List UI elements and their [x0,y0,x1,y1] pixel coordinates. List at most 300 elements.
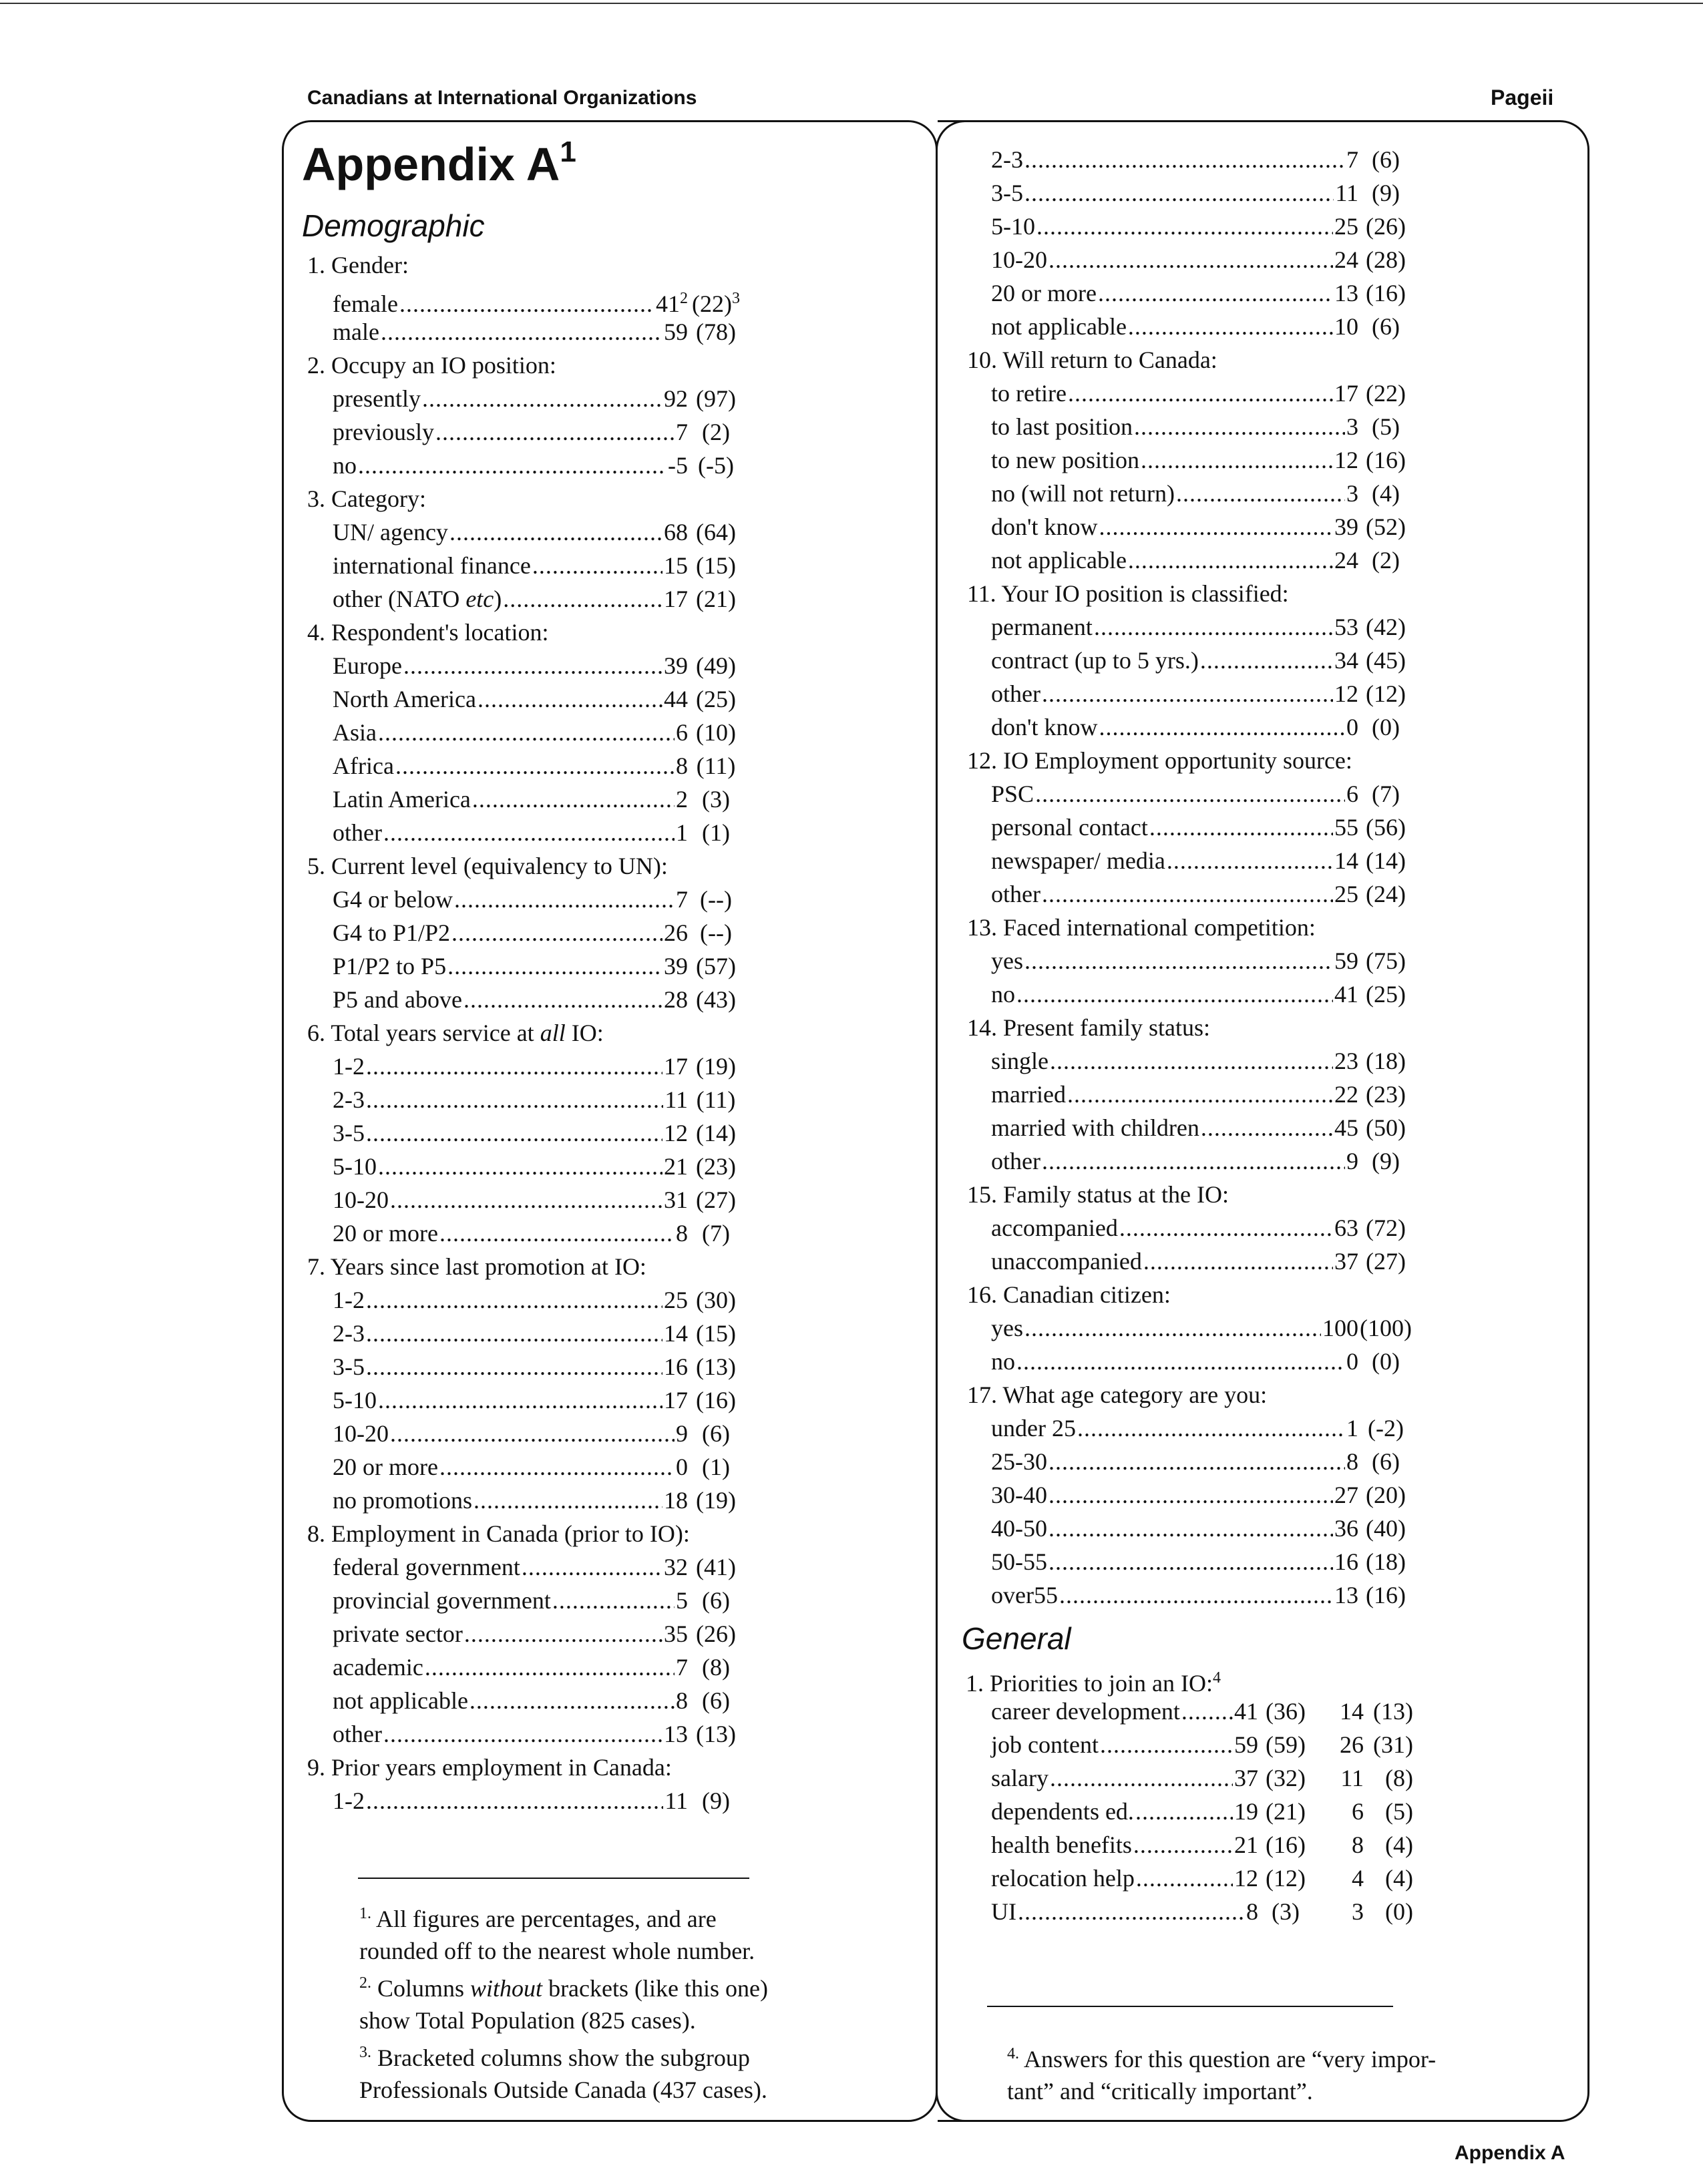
table-row [991,944,1413,977]
value-total: 63 [1334,1215,1358,1241]
value-total: 12 [1334,680,1358,707]
value-total: 59 [664,318,688,345]
footnote-text: show Total Population (825 cases). [359,2007,696,2034]
value-subgroup: (3) [702,786,730,813]
table-row [333,315,744,349]
table-row [991,143,1413,176]
leader-dots [383,1717,663,1751]
row-label: not applicable [991,547,1127,574]
value-subgroup: (12) [1266,1865,1306,1892]
value-total: 5 [676,1587,688,1614]
question-heading: 1. Gender: [307,252,409,278]
table-row [991,811,1413,844]
value-subgroup: (6) [1372,146,1400,173]
row-label: 3-5 [991,180,1023,206]
table-row [991,1795,1413,1828]
value-subgroup: (9) [702,1787,730,1814]
value-subgroup: (50) [1366,1114,1406,1141]
value-total: 6 [676,719,688,746]
value-subgroup: (23) [696,1153,736,1180]
row-label: Asia [333,719,377,746]
value-total: 7 [676,419,688,445]
question-heading: 17. What age category are you: [967,1381,1268,1408]
table-row [333,1350,744,1383]
table-row [991,1695,1413,1728]
question-heading: 9. Prior years employment in Canada: [307,1754,672,1781]
leader-dots [422,382,663,415]
table-row [991,1345,1413,1378]
leader-dots [1099,710,1346,744]
table-row [333,1083,744,1116]
value-subgroup: (45) [1366,647,1406,674]
table-row [333,282,744,315]
value-total: 14 [664,1320,688,1347]
row-label: single [991,1048,1049,1074]
table-row [991,310,1413,343]
leader-dots [447,949,663,983]
table-row [333,682,744,716]
value-total: 11 [665,1787,688,1814]
row-label: personal contact [991,814,1148,841]
value-total: 0 [1346,714,1358,740]
question-heading: 8. Employment in Canada (prior to IO): [307,1520,690,1547]
table-row [991,1111,1413,1144]
table-row [991,1728,1413,1761]
leader-dots [439,1217,675,1250]
value-subgroup: (18) [1366,1048,1406,1074]
value-subgroup: (6) [702,1687,730,1714]
value-subgroup: (16) [1366,1582,1406,1608]
value-subgroup: (11) [696,752,736,779]
table-row [991,1411,1413,1445]
value-total-critical: 8 [1352,1831,1364,1858]
table-row [991,1144,1413,1178]
value-total: 0 [676,1454,688,1480]
table-row [333,1417,744,1450]
value-subgroup: (-5) [698,452,734,479]
value-total-critical: 3 [1352,1898,1364,1925]
value-total: 10 [1334,313,1358,340]
value-subgroup: (27) [696,1186,736,1213]
row-label: don't know [991,513,1098,540]
value-subgroup: (0) [1372,1348,1400,1375]
table-row [333,582,744,616]
table-row [991,977,1413,1011]
value-subgroup-critical: (13) [1373,1698,1413,1725]
value-total: 8 [1346,1448,1358,1475]
leader-dots [1077,1411,1345,1445]
value-total: 0 [1346,1348,1358,1375]
row-label: 40-50 [991,1515,1047,1542]
leader-dots [1094,610,1333,644]
value-total: $41^2$ [656,290,688,317]
leader-dots [1036,210,1333,243]
right-column [962,131,1583,1928]
leader-dots [1049,1445,1345,1478]
row-label: not applicable [991,313,1127,340]
table-row [333,883,744,916]
leader-dots [1024,176,1334,210]
row-label: 2-3 [991,146,1023,173]
value-total: 15 [664,552,688,579]
table-row [991,1578,1413,1612]
row-label: salary [991,1765,1049,1791]
footnote-text: Columns without brackets (like this one) [377,1975,768,2002]
row-label: Europe [333,652,402,679]
table-row [333,649,744,682]
table-row [333,1617,744,1651]
table-row [991,1761,1413,1795]
value-subgroup: (12) [1366,680,1406,707]
row-label: 25-30 [991,1448,1047,1475]
leader-dots [1042,1144,1345,1178]
leader-dots [1098,276,1333,310]
value-subgroup: (36) [1266,1698,1306,1725]
value-subgroup: (19) [696,1487,736,1514]
leader-dots [1149,811,1333,844]
right-questions [962,343,1583,1612]
leader-dots [472,783,675,816]
value-total: 17 [1334,380,1358,407]
row-label: to new position [991,447,1139,473]
row-label: 10-20 [333,1186,389,1213]
table-row [991,710,1413,744]
value-subgroup: (78) [696,318,736,345]
leader-dots [366,1784,663,1817]
row-label: international finance [333,552,531,579]
leader-dots [1133,1828,1233,1862]
row-label: relocation help [991,1865,1135,1892]
value-total: 26 [664,919,688,946]
value-subgroup: (8) [702,1654,730,1681]
value-subgroup: (26) [696,1620,736,1647]
table-row [333,1317,744,1350]
value-total: 13 [664,1721,688,1747]
value-total: 39 [664,652,688,679]
value-total: 31 [664,1186,688,1213]
table-row [991,610,1413,644]
table-row [333,749,744,783]
value-total: 8 [1246,1898,1258,1925]
leader-dots [439,1450,675,1484]
value-subgroup: (5) [1372,413,1400,440]
value-subgroup: (21) [1266,1798,1306,1825]
demographic-questions [302,248,923,1817]
row-label: private sector [333,1620,463,1647]
row-label: job content [991,1731,1099,1758]
footnote-line [359,2004,907,2036]
footer-label: Appendix A [1455,2142,1565,2164]
table-row [333,983,744,1016]
value-total: 8 [676,752,688,779]
leader-dots [366,1350,663,1383]
row-label: newspaper/ media [991,847,1165,874]
value-subgroup: (9) [1372,180,1400,206]
table-row [991,1478,1413,1512]
row-label: health benefits [991,1831,1132,1858]
table-row [333,716,744,749]
footnote-rule-left [358,1878,749,1879]
value-total-critical: 11 [1340,1765,1364,1791]
footnote-text: All figures are percentages, and are [376,1906,717,1932]
row-label: 3-5 [333,1120,365,1146]
value-total: 13 [1334,280,1358,306]
table-row [333,1784,744,1817]
value-subgroup: (13) [696,1353,736,1380]
value-total: 9 [676,1420,688,1447]
value-subgroup: (21) [696,586,736,612]
value-subgroup: (32) [1266,1765,1306,1791]
table-row [991,243,1413,276]
row-label: Africa [333,752,394,779]
footnote-mark: 2. [359,1974,371,1992]
row-label: 3-5 [333,1353,365,1380]
leader-dots [390,1183,663,1217]
value-total: 9 [1346,1148,1358,1174]
value-total: 21 [664,1153,688,1180]
leader-dots [1049,1478,1333,1512]
value-subgroup: (72) [1366,1215,1406,1241]
value-subgroup: (14) [1366,847,1406,874]
question-heading: 5. Current level (equivalency to UN): [307,853,668,879]
value-subgroup: (28) [1366,246,1406,273]
value-subgroup: (56) [1366,814,1406,841]
row-label: academic [333,1654,423,1681]
left-column [302,131,923,1817]
section-heading-demographic: Demographic [302,208,485,243]
leader-dots [378,716,675,749]
row-label: other [333,1721,382,1747]
table-row [333,1283,744,1317]
leader-dots [1136,1862,1233,1895]
leader-dots [1016,1345,1345,1378]
value-total: 55 [1334,814,1358,841]
value-subgroup: (6) [1372,1448,1400,1475]
value-subgroup: (4) [1372,480,1400,507]
leader-dots [378,1150,663,1183]
row-label: 50-55 [991,1548,1047,1575]
row-label: contract (up to 5 yrs.) [991,647,1199,674]
table-row [991,877,1413,911]
value-total: 19 [1234,1798,1258,1825]
value-total: 11 [665,1086,688,1113]
row-label: 2-3 [333,1320,365,1347]
value-subgroup: (19) [696,1053,736,1080]
value-subgroup: (52) [1366,513,1406,540]
value-total: 2 [676,786,688,813]
leader-dots [1134,410,1345,443]
leader-dots [1119,1211,1333,1245]
value-subgroup: (100) [1360,1315,1412,1341]
table-row [991,777,1413,811]
section-heading-general: General [962,1621,1071,1656]
footnote-text: Bracketed columns show the subgroup [377,2044,750,2071]
value-subgroup: (49) [696,652,736,679]
value-total: 37 [1334,1248,1358,1275]
leader-dots [451,916,663,949]
leader-dots [552,1584,675,1617]
value-total: 44 [664,686,688,712]
value-subgroup: (59) [1266,1731,1306,1758]
table-row [991,1895,1413,1928]
value-total: 24 [1334,547,1358,574]
row-label: other [333,819,382,846]
leader-dots [1068,377,1333,410]
value-subgroup: (16) [1266,1831,1306,1858]
table-row [333,549,744,582]
value-total: 12 [664,1120,688,1146]
value-total: 27 [1334,1482,1358,1508]
value-total: 16 [1334,1548,1358,1575]
leader-dots [366,1083,663,1116]
row-label: no [991,981,1015,1008]
table-row [991,410,1413,443]
footnote-line [359,1935,907,1967]
row-label: federal government [333,1554,520,1580]
value-subgroup: (20) [1366,1482,1406,1508]
leader-dots [1135,1795,1233,1828]
value-subgroup: (15) [696,552,736,579]
value-total: 8 [676,1687,688,1714]
leader-dots [1018,1895,1245,1928]
row-label: 20 or more [333,1220,438,1247]
appendix-title: Appendix $A^1$ [302,136,576,190]
value-subgroup: (--) [700,886,732,913]
table-row [991,543,1413,577]
question-heading: 12. IO Employment opportunity source: [967,747,1352,774]
table-row [333,916,744,949]
value-total: 11 [1335,180,1358,206]
row-label: no [991,1348,1015,1375]
leader-dots [1016,977,1333,1011]
leader-dots [463,983,663,1016]
general-rows [962,1695,1583,1928]
leader-dots [474,1484,663,1517]
value-total: -5 [668,452,688,479]
question-heading: 14. Present family status: [967,1014,1210,1041]
table-row [333,415,744,449]
row-label: provincial government [333,1587,551,1614]
top-border-line [0,3,1703,4]
footnote-line [359,1967,907,2004]
value-subgroup: (0) [1372,714,1400,740]
value-subgroup: (2) [702,419,730,445]
leader-dots [1100,1728,1233,1761]
leader-dots [1024,1311,1321,1345]
leader-dots [1042,677,1333,710]
running-header-title: Canadians at International Organizations [307,87,697,109]
table-row [991,176,1413,210]
table-row [333,1217,744,1250]
leader-dots [1059,1578,1333,1612]
value-subgroup: (25) [696,686,736,712]
row-label: G4 or below [333,886,453,913]
row-label: no promotions [333,1487,473,1514]
row-label: no [333,452,357,479]
footnotes-left [359,1898,907,2106]
table-row [333,1484,744,1517]
value-subgroup: (--) [700,919,732,946]
leader-dots [1200,644,1333,677]
value-total: 25 [1334,213,1358,240]
value-total: 39 [664,953,688,979]
table-row [991,477,1413,510]
row-label: to last position [991,413,1133,440]
value-subgroup: (25) [1366,981,1406,1008]
value-total: 39 [1334,513,1358,540]
row-label: UN/ agency [333,519,448,545]
value-subgroup: (1) [702,1454,730,1480]
value-total: 59 [1334,947,1358,974]
value-subgroup: (30) [696,1287,736,1313]
question-heading: 2. Occupy an IO position: [307,352,556,379]
leader-dots [464,1617,663,1651]
row-label: 20 or more [333,1454,438,1480]
row-label: other [991,680,1040,707]
leader-dots [366,1116,663,1150]
leader-dots [1024,143,1345,176]
table-row [991,510,1413,543]
table-row [333,1550,744,1584]
leader-dots [522,1550,663,1584]
row-label: career development [991,1698,1180,1725]
table-row [991,1311,1413,1345]
table-row [991,1545,1413,1578]
value-subgroup: (16) [1366,280,1406,306]
row-label: 1-2 [333,1053,365,1080]
leader-dots [532,549,663,582]
row-label: dependents ed. [991,1798,1134,1825]
row-label: 30-40 [991,1482,1047,1508]
value-total: 25 [1334,881,1358,907]
footnote-line [359,2074,907,2106]
leader-dots [366,1050,663,1083]
row-label: 10-20 [991,246,1047,273]
row-label: 5-10 [333,1387,377,1413]
leader-dots [1141,443,1333,477]
leader-dots [381,315,663,349]
table-row [333,1651,744,1684]
value-subgroup: (41) [696,1554,736,1580]
leader-dots [503,582,663,616]
value-total: 14 [1334,847,1358,874]
row-label: unaccompanied [991,1248,1142,1275]
leader-dots [390,1417,675,1450]
table-row [991,210,1413,243]
row-label: P5 and above [333,986,462,1013]
footnote-rule-right [987,2006,1393,2007]
leader-dots [1181,1695,1233,1728]
leader-dots [1049,243,1333,276]
leader-dots [366,1317,663,1350]
value-subgroup: (-2) [1368,1415,1404,1442]
table-row [991,276,1413,310]
row-label: female [333,290,398,317]
value-total: 1 [1346,1415,1358,1442]
value-subgroup: (27) [1366,1248,1406,1275]
row-label: married with children [991,1114,1199,1141]
row-label: not applicable [333,1687,468,1714]
leader-dots [1050,1761,1233,1795]
leader-dots [1067,1078,1333,1111]
table-row [991,443,1413,477]
leader-dots [1201,1111,1333,1144]
value-total: 12 [1234,1865,1258,1892]
question-heading: 3. Category: [307,485,426,512]
row-label: don't know [991,714,1098,740]
table-row [991,377,1413,410]
value-subgroup: (14) [696,1120,736,1146]
